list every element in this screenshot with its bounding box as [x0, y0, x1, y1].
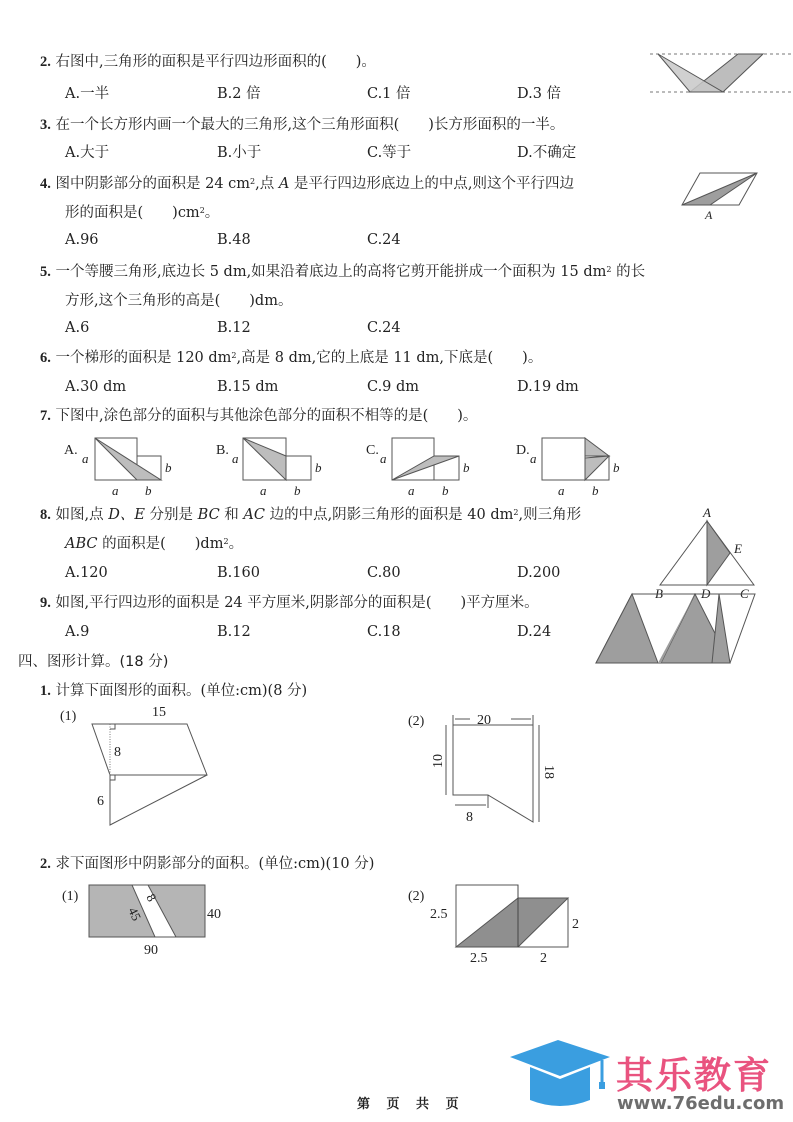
question-number: 9. — [40, 595, 51, 611]
square-a — [542, 438, 585, 480]
dimension-bottom-right: 2 — [540, 951, 547, 966]
dimension-step: 8 — [466, 810, 473, 825]
superscript: 2 — [513, 508, 519, 517]
side-label: b — [613, 460, 620, 475]
superscript: 2 — [231, 351, 237, 360]
stem-text: 的长 — [611, 264, 646, 280]
section4-question-1 — [40, 681, 307, 701]
option-d[interactable]: D.200 — [517, 565, 561, 581]
stem-text: 一个梯形的面积是 120 dm — [55, 350, 232, 366]
figure-2-1 — [60, 883, 260, 958]
stem-text: 形的面积是( )cm — [65, 205, 200, 221]
option-a[interactable]: A.30 dm — [65, 379, 127, 395]
variable: D、E — [108, 507, 145, 523]
question-2 — [40, 52, 376, 72]
option-b[interactable]: B.2 倍 — [217, 86, 261, 102]
side-label: b — [592, 483, 599, 498]
dimension-right: 18 — [541, 765, 556, 779]
q7-option-b-figure[interactable] — [216, 437, 326, 497]
stem-text: 一个等腰三角形,底边长 5 dm,如果沿着底边上的高将它剪开能拼成一个面积为 15 dm — [55, 264, 607, 280]
figure-1-2 — [408, 710, 558, 825]
stem-text: ,高是 8 dm,它的上底是 11 dm,下底是( )。 — [236, 350, 543, 366]
question-stem: 右图中,三角形的面积是平行四边形面积的( )。 — [55, 54, 376, 70]
question-3 — [40, 115, 564, 135]
dimension-right: 2 — [572, 917, 579, 932]
option-b[interactable]: B.160 — [217, 565, 260, 581]
square-a — [392, 438, 434, 480]
question-number: 8. — [40, 507, 51, 523]
option-b[interactable]: B.12 — [217, 320, 251, 336]
shaded-triangle — [682, 173, 757, 205]
page-footer: 第 页 共 页 — [357, 1097, 465, 1112]
logo-name: 其乐教育 — [616, 1054, 772, 1097]
superscript: 2 — [250, 177, 256, 186]
question-stem: 在一个长方形内画一个最大的三角形,这个三角形面积( )长方形面积的一半。 — [55, 117, 565, 133]
question-number: 4. — [40, 176, 51, 192]
question-number: 2. — [40, 54, 51, 70]
dimension-stripe-width: 8 — [143, 891, 160, 905]
stem-text: 分别是 — [144, 507, 198, 523]
dimension-height: 8 — [114, 745, 121, 760]
shaded-triangle — [243, 438, 286, 480]
vertex-label-b: B — [655, 586, 663, 601]
superscript: 2 — [606, 265, 612, 274]
logo-url[interactable]: www.76edu.com — [617, 1093, 785, 1114]
stem-text: 如图,点 — [55, 507, 109, 523]
composite-shape — [453, 725, 533, 822]
question-stem: 如图,平行四边形的面积是 24 平方厘米,阴影部分的面积是( )平方厘米。 — [55, 595, 539, 611]
section4-question-2 — [40, 854, 374, 874]
parallelogram-shape — [92, 724, 207, 775]
triangle-shape — [110, 775, 207, 825]
question-stem: 计算下面图形的面积。(单位:cm)(8 分) — [55, 683, 308, 699]
side-label: a — [82, 451, 89, 466]
question-4-line2 — [65, 203, 219, 223]
q4-figure — [682, 173, 762, 223]
question-8 — [40, 505, 581, 525]
dimension-height: 40 — [207, 907, 221, 922]
side-label: b — [165, 460, 172, 475]
question-number: 5. — [40, 264, 51, 280]
square-b — [286, 456, 311, 480]
side-label: a — [260, 483, 267, 498]
right-angle-mark — [110, 775, 115, 780]
side-label: a — [408, 483, 415, 498]
option-d[interactable]: D.不确定 — [517, 145, 577, 161]
shaded-triangle-top — [585, 438, 609, 456]
option-a[interactable]: A.9 — [65, 624, 90, 640]
figure-label: (1) — [60, 709, 77, 724]
dimension-width: 90 — [144, 943, 158, 958]
dimension-triangle: 6 — [97, 794, 104, 809]
side-label: b — [463, 460, 470, 475]
question-6 — [40, 348, 542, 368]
option-c[interactable]: C.等于 — [367, 145, 412, 161]
right-angle-mark — [110, 724, 115, 729]
option-c[interactable]: C.80 — [367, 565, 401, 581]
question-8-line2 — [65, 534, 243, 554]
side-label: a — [380, 451, 387, 466]
shaded-triangle-bottom — [585, 456, 609, 480]
shaded-triangle — [392, 456, 459, 480]
option-label: A. — [64, 443, 78, 458]
variable: A — [278, 176, 290, 192]
option-label: D. — [516, 443, 530, 458]
dimension-left: 2.5 — [430, 907, 448, 922]
variable: ABC — [65, 536, 98, 552]
figure-1-1 — [60, 703, 220, 823]
option-c[interactable]: C.24 — [367, 320, 401, 336]
vertex-label-d: D — [701, 586, 711, 601]
dimension-bottom-left: 2.5 — [470, 951, 488, 966]
q7-option-c-figure[interactable] — [366, 437, 476, 497]
q2-figure — [650, 50, 793, 100]
option-c[interactable]: C.24 — [367, 232, 401, 248]
figure-label: (2) — [408, 714, 425, 729]
shaded-triangle-3 — [712, 594, 730, 663]
shaded-triangle — [95, 438, 161, 480]
option-d[interactable]: D.3 倍 — [517, 86, 562, 102]
vertex-label-e: E — [734, 541, 742, 556]
stem-text: 图中阴影部分的面积是 24 cm — [55, 176, 251, 192]
triangle-abd — [660, 521, 707, 585]
option-d[interactable]: D.19 dm — [517, 379, 579, 395]
question-number: 3. — [40, 117, 51, 133]
option-a[interactable]: A.大于 — [65, 145, 110, 161]
option-b[interactable]: B.12 — [217, 624, 251, 640]
superscript: 2 — [199, 206, 205, 215]
vertex-label-a: A — [703, 505, 711, 520]
variable: AC — [243, 507, 265, 523]
option-a[interactable]: A.120 — [65, 565, 108, 581]
question-number: 2. — [40, 856, 51, 872]
option-a[interactable]: A.一半 — [65, 86, 110, 102]
option-c[interactable]: C.18 — [367, 624, 401, 640]
q8-figure — [655, 503, 760, 601]
section-4-title: 四、图形计算。(18 分) — [18, 654, 169, 670]
option-b[interactable]: B.15 dm — [217, 379, 279, 395]
variable: BC — [197, 507, 220, 523]
vertex-label-c: C — [740, 586, 749, 601]
side-label: a — [530, 451, 537, 466]
q9-figure — [596, 594, 756, 666]
question-9 — [40, 593, 539, 613]
side-label: a — [232, 451, 239, 466]
cap-top — [510, 1040, 610, 1076]
option-label: C. — [366, 443, 379, 458]
q7-option-d-figure[interactable] — [516, 437, 626, 497]
side-label: b — [442, 483, 449, 498]
option-a[interactable]: A.6 — [65, 320, 90, 336]
side-label: b — [315, 460, 322, 475]
question-7 — [40, 406, 477, 426]
figure-label: (2) — [408, 889, 425, 904]
shaded-triangle-1 — [596, 594, 658, 663]
option-c[interactable]: C.9 dm — [367, 379, 420, 395]
question-number: 1. — [40, 683, 51, 699]
stem-text: 。 — [228, 536, 244, 552]
option-d[interactable]: D.24 — [517, 624, 552, 640]
shaded-parallelogram — [456, 898, 568, 947]
stem-text: ,则三角形 — [518, 507, 582, 523]
point-a-label: A — [705, 208, 713, 222]
graduation-cap-icon — [510, 1040, 614, 1110]
question-4 — [40, 174, 574, 194]
option-a[interactable]: A.96 — [65, 232, 99, 248]
side-label: b — [294, 483, 301, 498]
dimension-top: 15 — [152, 705, 166, 720]
stem-text: 。 — [204, 205, 220, 221]
stem-text: 是平行四边形底边上的中点,则这个平行四边 — [289, 176, 575, 192]
side-label: b — [145, 483, 152, 498]
q7-option-a-figure[interactable] — [64, 437, 174, 497]
question-5 — [40, 262, 645, 282]
shaded-triangle-ade — [707, 521, 730, 585]
stem-text: 边的中点,阴影三角形的面积是 40 dm — [264, 507, 514, 523]
dimension-left: 10 — [431, 754, 446, 768]
option-label: B. — [216, 443, 229, 458]
dimension-stripe-length: 45 — [125, 904, 145, 924]
dimension-top: 20 — [477, 713, 491, 728]
question-5-line2: 方形,这个三角形的高是( )dm。 — [65, 293, 293, 309]
option-c[interactable]: C.1 倍 — [367, 86, 411, 102]
question-number: 7. — [40, 408, 51, 424]
stem-text: 和 — [219, 507, 244, 523]
stem-text: 的面积是( )dm — [97, 536, 224, 552]
question-stem: 下图中,涂色部分的面积与其他涂色部分的面积不相等的是( )。 — [55, 408, 478, 424]
figure-2-2 — [408, 883, 588, 966]
side-label: a — [112, 483, 119, 498]
cap-tassel-end — [599, 1082, 605, 1089]
question-stem: 求下面图形中阴影部分的面积。(单位:cm)(10 分) — [55, 856, 375, 872]
side-label: a — [558, 483, 565, 498]
option-b[interactable]: B.小于 — [217, 145, 262, 161]
figure-label: (1) — [62, 889, 79, 904]
question-number: 6. — [40, 350, 51, 366]
option-b[interactable]: B.48 — [217, 232, 251, 248]
superscript: 2 — [223, 537, 229, 546]
stem-text: ,点 — [255, 176, 279, 192]
